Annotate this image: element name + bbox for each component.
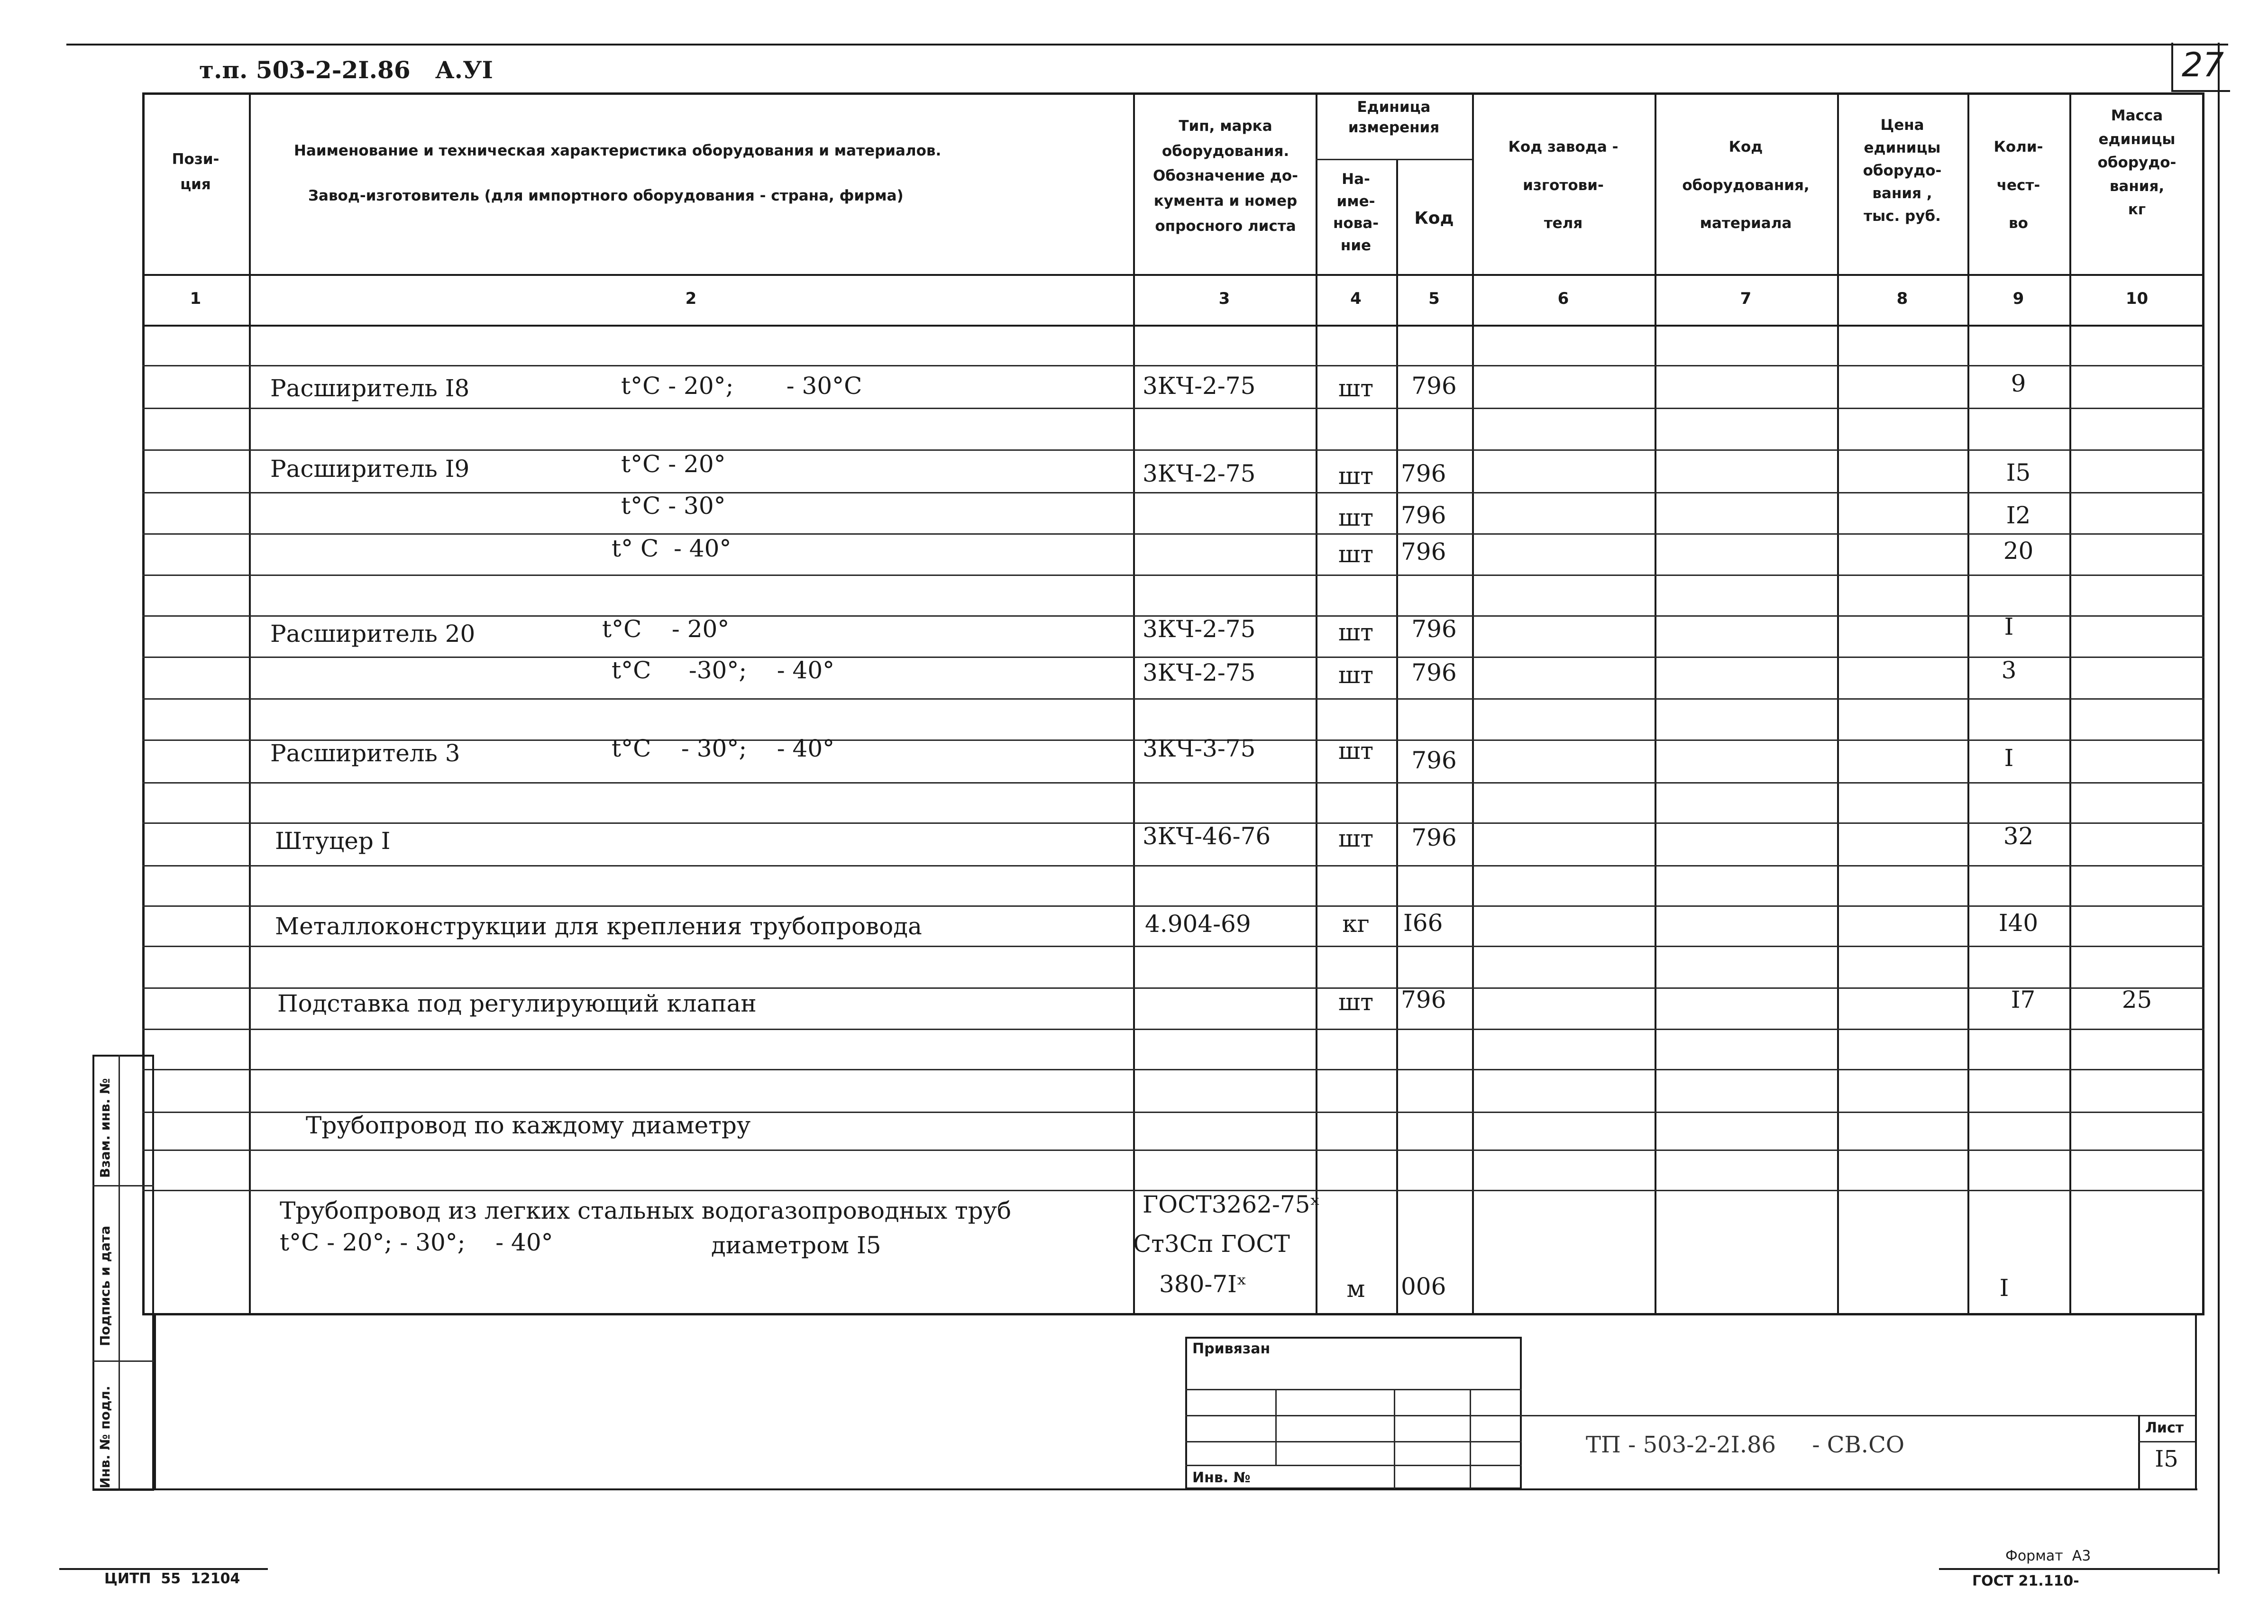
col3-header: Тип, марка оборудования. Обозначение до- кумента и номер опросного листа	[1152, 118, 1299, 235]
row-9-code: I66	[1403, 909, 1443, 937]
row-4-temp: t° C - 40°	[612, 535, 732, 562]
col-line	[1133, 92, 1135, 1315]
row-line	[142, 408, 2204, 409]
row-line	[142, 533, 2204, 535]
doc-code: т.п. 503-2-2I.86 А.УI	[199, 56, 493, 84]
inv-no-label: Инв. №	[1192, 1469, 1251, 1486]
row-11-name: Трубопровод по каждому диаметру	[306, 1112, 751, 1139]
row-line	[142, 946, 2204, 947]
row-4-unit: шт	[1338, 540, 1374, 568]
row-6-type: 3КЧ-2-75	[1143, 659, 1256, 686]
colnum-4: 4	[1350, 289, 1362, 308]
col7-header: Код оборудования, материала	[1682, 138, 1810, 232]
row-7-code: 796	[1411, 747, 1457, 774]
row-6-code: 796	[1411, 659, 1457, 686]
row-12-type: ГОСТ3262-75ˣ	[1143, 1191, 1320, 1218]
colnum-7: 7	[1740, 289, 1752, 308]
bottom-frame-line	[92, 1488, 2197, 1490]
row-14-type: 380-7Iˣ	[1159, 1270, 1247, 1298]
row-1-unit: шт	[1338, 374, 1374, 402]
privyazan-label: Привязан	[1192, 1341, 1271, 1357]
row-3-unit: шт	[1338, 504, 1374, 531]
right-frame-line	[2218, 43, 2220, 1574]
row-1-code: 796	[1411, 372, 1457, 400]
row-2-type: 3КЧ-2-75	[1143, 460, 1256, 487]
colnum-6: 6	[1557, 289, 1569, 308]
colnum-10: 10	[2125, 289, 2149, 308]
privyazan-col	[1470, 1389, 1471, 1488]
col-line	[249, 92, 251, 1315]
row-8-qty: 32	[2003, 822, 2034, 850]
privyazan-row	[1185, 1389, 1522, 1390]
colnum-1: 1	[190, 289, 201, 308]
col8-header: Цена единицы оборудо- вания , тыс. руб.	[1863, 117, 1942, 225]
col-line	[1396, 159, 1398, 1315]
row-line	[142, 449, 2204, 451]
row-5-name: Расширитель 20	[270, 620, 476, 648]
unit-group-header: Единица измерения	[1348, 99, 1440, 137]
privyazan-row	[1185, 1415, 1522, 1416]
row-13-diameter: диаметром I5	[711, 1232, 881, 1259]
col1-header: Пози- ция	[172, 151, 219, 193]
col-line	[1837, 92, 1839, 1315]
row-9-name: Металлоконструкции для крепления трубопровода	[275, 912, 922, 940]
doc-block-top	[1522, 1415, 2195, 1416]
row-9-unit: кг	[1342, 910, 1370, 938]
row-4-code: 796	[1401, 538, 1446, 566]
row-10-code: 796	[1401, 986, 1446, 1013]
unit-subheader-line	[1316, 159, 1472, 160]
top-frame-line	[66, 44, 2228, 46]
row-line	[142, 657, 2204, 658]
footer-right-line	[1939, 1568, 2219, 1570]
row-line	[142, 575, 2204, 576]
row-line	[142, 1069, 2204, 1070]
row-1-name: Расширитель I8	[270, 374, 470, 402]
row-1-type: 3КЧ-2-75	[1143, 372, 1256, 400]
row-7-unit: шт	[1338, 737, 1374, 765]
col-line	[1472, 92, 1474, 1315]
header-bottom-line	[142, 274, 2204, 276]
table-body-bottom-line	[142, 1313, 2204, 1315]
col2-header-line2: Завод-изготовитель (для импортного оборудования - страна, фирма)	[308, 187, 904, 204]
row-6-unit: шт	[1338, 661, 1374, 689]
row-10-mass: 25	[2122, 986, 2152, 1013]
row-14-qty: I	[1999, 1274, 2009, 1302]
row-2-unit: шт	[1338, 462, 1374, 490]
row-7-name: Расширитель 3	[270, 739, 460, 767]
row-8-unit: шт	[1338, 825, 1374, 852]
footer-left-line	[59, 1568, 268, 1570]
bottom-left-frame	[154, 1313, 156, 1490]
row-7-type: 3КЧ-3-75	[1143, 735, 1256, 762]
row-14-code: 006	[1401, 1273, 1446, 1300]
row-4-qty: 20	[2003, 537, 2034, 565]
row-line	[142, 1029, 2204, 1030]
col9-header: Коли- чест- во	[1994, 138, 2043, 232]
row-1-temp: t°C - 20°; - 30°C	[621, 372, 862, 400]
row-6-temp: t°C -30°; - 40°	[612, 657, 835, 684]
row-5-code: 796	[1411, 615, 1457, 643]
row-line	[142, 782, 2204, 784]
col6-header: Код завода - изготови- теля	[1508, 138, 1619, 232]
privyazan-block	[1185, 1337, 1522, 1489]
privyazan-col	[1394, 1389, 1395, 1488]
row-2-code: 796	[1401, 460, 1446, 487]
row-13-temp: t°C - 20°; - 30°; - 40°	[280, 1229, 553, 1256]
side-stamp-sep	[92, 1360, 154, 1362]
row-2-temp: t°C - 20°	[621, 450, 726, 478]
row-5-temp: t°C - 20°	[602, 615, 730, 643]
col-line	[2069, 92, 2071, 1315]
col10-header: Масса единицы оборудо- вания, кг	[2097, 107, 2177, 219]
row-5-type: 3КЧ-2-75	[1143, 615, 1256, 643]
footer-gost: ГОСТ 21.110-	[1972, 1573, 2079, 1589]
row-2-qty: I5	[2006, 459, 2031, 486]
col2-header-line1: Наименование и техническая характеристика оборудования и материалов.	[294, 142, 942, 159]
colnum-bottom-line	[142, 325, 2204, 327]
row-14-unit: м	[1346, 1275, 1365, 1303]
row-2-name: Расширитель I9	[270, 455, 470, 483]
row-line	[142, 905, 2204, 907]
list-value: I5	[2155, 1446, 2178, 1472]
row-7-temp: t°C - 30°; - 40°	[612, 735, 835, 762]
col4-header: На- име- нова- ние	[1333, 171, 1379, 254]
privyazan-col	[1275, 1389, 1277, 1465]
row-line	[142, 1150, 2204, 1151]
list-label: Лист	[2145, 1420, 2184, 1436]
row-3-temp: t°C - 30°	[621, 492, 726, 520]
row-8-type: 3КЧ-46-76	[1143, 822, 1271, 850]
colnum-2: 2	[685, 289, 697, 308]
row-6-qty: 3	[2001, 657, 2017, 684]
colnum-5: 5	[1428, 289, 1440, 308]
row-line	[142, 698, 2204, 700]
row-line	[142, 987, 2204, 989]
page-number: 27	[2182, 46, 2224, 84]
doc-number: ТП - 503-2-2I.86 - СВ.СО	[1586, 1432, 1905, 1458]
privyazan-row	[1185, 1465, 1522, 1466]
row-line	[142, 492, 2204, 493]
row-5-unit: шт	[1338, 619, 1374, 646]
row-8-code: 796	[1411, 824, 1457, 851]
side-stamp-sep	[92, 1185, 154, 1186]
colnum-8: 8	[1896, 289, 1908, 308]
side-stamp-vzam: Взам. инв. №	[97, 1078, 113, 1178]
row-line	[142, 365, 2204, 366]
privyazan-row	[1185, 1441, 1522, 1442]
row-10-qty: I7	[2011, 986, 2036, 1013]
col-line	[1655, 92, 1656, 1315]
row-9-type: 4.904-69	[1145, 910, 1251, 938]
side-stamp-podpis: Подпись и дата	[97, 1225, 113, 1346]
row-8-name: Штуцер I	[275, 827, 391, 855]
row-7-qty: I	[2004, 744, 2014, 772]
col-line	[1967, 92, 1969, 1315]
colnum-3: 3	[1218, 289, 1230, 308]
row-13-type: Ст3Сп ГОСТ	[1133, 1230, 1290, 1258]
row-9-qty: I40	[1998, 909, 2039, 937]
row-3-qty: I2	[2006, 502, 2031, 529]
colnum-9: 9	[2012, 289, 2024, 308]
row-1-qty: 9	[2011, 370, 2026, 397]
footer-left: ЦИТП 55 12104	[104, 1570, 240, 1587]
row-line	[142, 865, 2204, 867]
side-stamp-divider	[119, 1055, 120, 1491]
footer-format: Формат А3	[2005, 1548, 2091, 1564]
col-line	[1316, 92, 1317, 1315]
row-10-unit: шт	[1338, 988, 1374, 1016]
side-stamp-inv: Инв. № подл.	[97, 1386, 113, 1488]
row-12-name: Трубопровод из легких стальных водогазопроводных труб	[280, 1197, 1012, 1224]
row-3-code: 796	[1401, 502, 1446, 529]
page-number-box	[2171, 43, 2230, 92]
col5-header: Код	[1414, 209, 1454, 228]
row-5-qty: I	[2004, 613, 2014, 640]
list-box-sep	[2138, 1441, 2195, 1442]
row-10-name: Подставка под регулирующий клапан	[277, 990, 757, 1017]
